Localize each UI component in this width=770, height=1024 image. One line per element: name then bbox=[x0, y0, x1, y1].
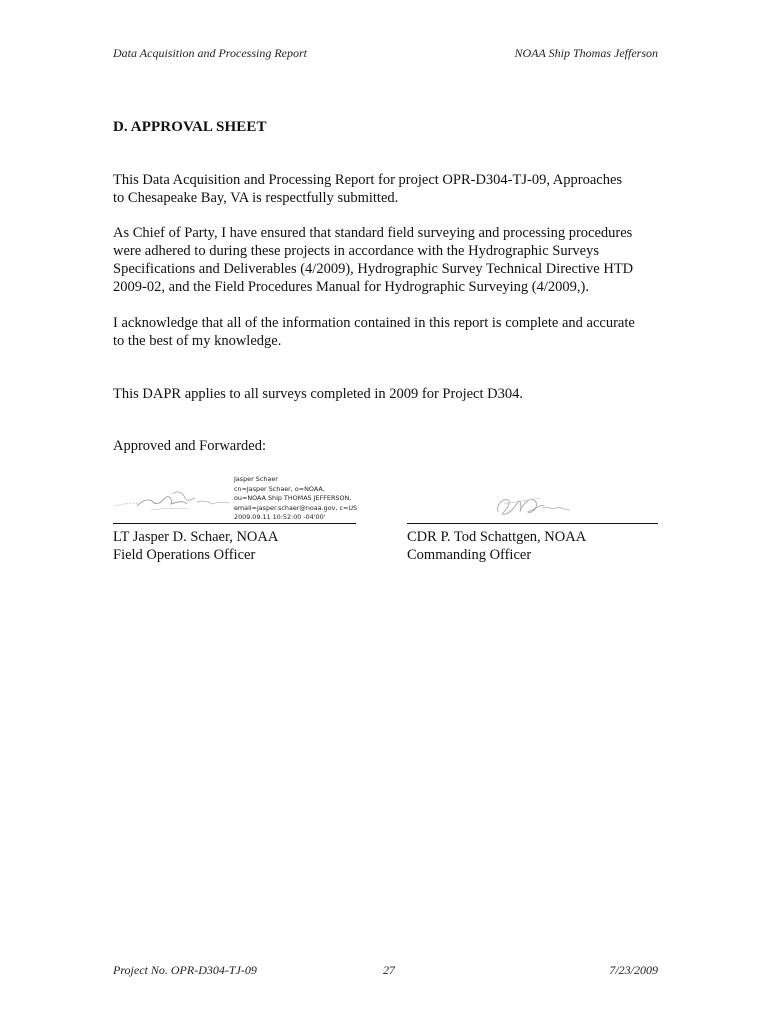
signature-block-field-operations bbox=[113, 470, 356, 566]
acknowledge-paragraph bbox=[113, 314, 661, 350]
signature-block-commanding-officer bbox=[407, 470, 658, 566]
assurance-line-1: As Chief of Party, I have ensured that standard field surveying and processing procedures bbox=[113, 225, 633, 241]
assurance-paragraph bbox=[113, 224, 661, 296]
acknowledge-line-1: I acknowledge that all of the information contained in this report is complete and accurate bbox=[113, 315, 635, 331]
digital-signature-details bbox=[234, 475, 357, 523]
applies-paragraph: This DAPR applies to all surveys completed in 2009 for Project D304. bbox=[113, 386, 523, 402]
digital-sig-email: email=jasper.schaer@noaa.gov, c=US bbox=[234, 503, 358, 512]
page-header bbox=[113, 46, 658, 62]
signature-line bbox=[113, 523, 356, 524]
handwritten-signature-schaer bbox=[113, 480, 233, 516]
signer-title: Commanding Officer bbox=[407, 547, 532, 563]
assurance-line-3: Specifications and Deliverables (4/2009), Hydrographic Survey Technical Directive HTD bbox=[113, 261, 634, 277]
signer-title: Field Operations Officer bbox=[113, 547, 256, 563]
digital-sig-ou: ou=NOAA Ship THOMAS JEFFERSON, bbox=[234, 494, 352, 503]
submission-paragraph bbox=[113, 171, 661, 207]
submission-line-1: This Data Acquisition and Processing Report for project OPR-D304-TJ-09, Approaches bbox=[113, 172, 623, 188]
signature-line bbox=[407, 523, 658, 524]
page-footer bbox=[113, 963, 658, 979]
assurance-line-4: 2009-02, and the Field Procedures Manual for Hydrographic Surveying (4/2009,). bbox=[113, 279, 589, 295]
header-ship-name: NOAA Ship Thomas Jefferson bbox=[514, 46, 658, 60]
digital-sig-signer: Jasper Schaer bbox=[234, 475, 278, 483]
header-report-title: Data Acquisition and Processing Report bbox=[113, 46, 307, 60]
submission-line-2: to Chesapeake Bay, VA is respectfully submitted. bbox=[113, 190, 399, 206]
section-heading: D. APPROVAL SHEET bbox=[113, 119, 267, 135]
digital-sig-cn: cn=Jasper Schaer, o=NOAA, bbox=[234, 484, 325, 493]
footer-date: 7/23/2009 bbox=[609, 963, 658, 977]
assurance-line-2: were adhered to during these projects in accordance with the Hydrographic Surveys bbox=[113, 243, 599, 259]
digital-sig-timestamp: 2009.09.11 10:52:00 -04'00' bbox=[234, 513, 326, 522]
footer-page-number: 27 bbox=[383, 963, 395, 977]
approved-forwarded-label: Approved and Forwarded: bbox=[113, 438, 267, 454]
acknowledge-line-2: to the best of my knowledge. bbox=[113, 333, 282, 349]
signer-name: CDR P. Tod Schattgen, NOAA bbox=[407, 529, 587, 545]
handwritten-signature-schattgen bbox=[492, 488, 572, 522]
footer-project-number: Project No. OPR-D304-TJ-09 bbox=[113, 963, 257, 977]
signer-name: LT Jasper D. Schaer, NOAA bbox=[113, 529, 279, 545]
